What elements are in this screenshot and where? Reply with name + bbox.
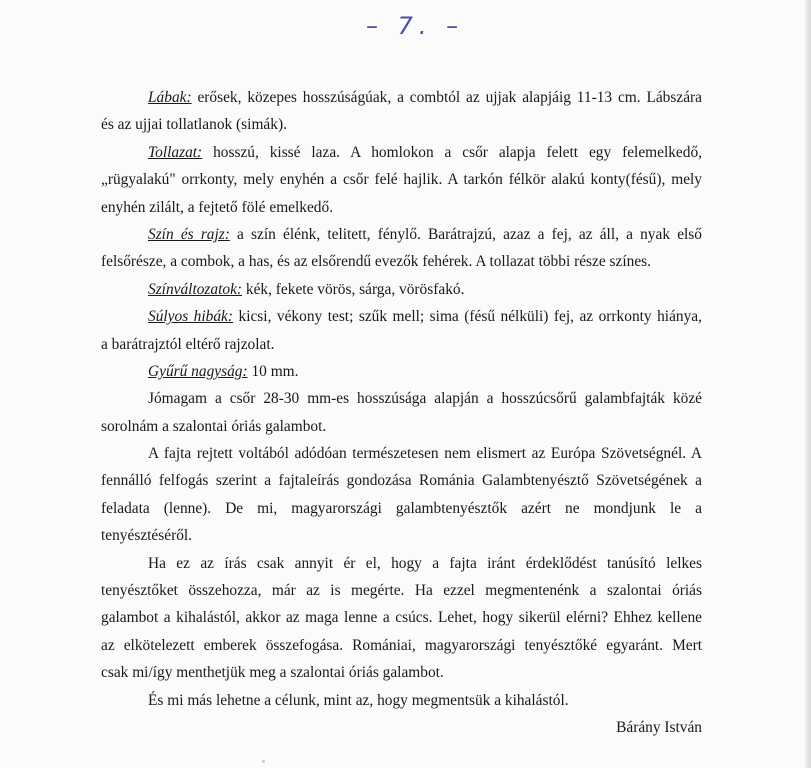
- text-line: kék, fekete vörös, sárga, vörösfakó.: [242, 280, 465, 298]
- paragraph-szinvaltozatok: [101, 276, 702, 303]
- label-tollazat: Tollazat:: [148, 143, 203, 161]
- text-line: galambot a kihalástól, akkor az maga lenne a csúcs. Lehet, hogy sikerül elérni? Ehhez kellene: [101, 609, 702, 627]
- text-line: erősek, közepes hosszúságúak, a combtól az ujjak alapjáig 11-13 cm. Lábszára: [191, 89, 702, 106]
- text-line: fennálló felfogás szerint a fajtaleírás gondozása Románia Galambtenyésztő Szövetségének a: [101, 472, 702, 490]
- document-body: [101, 84, 702, 741]
- text-line: és az ujjai tollatlanok (simák).: [101, 116, 287, 134]
- paragraph-jomagam: Jómagam a csőr 28-30 mm-es hosszúsága alapján a hosszúcsőrű galambfajták közé: [148, 390, 702, 408]
- text-line: kicsi, vékony test; szűk mell; sima (fésű nélküli) fej, az orrkonty hiánya,: [233, 308, 702, 326]
- label-szin-es-rajz: Szín és rajz:: [148, 225, 230, 243]
- label-szinvaltozatok: Színváltozatok:: [148, 280, 243, 298]
- text-line: „rügyalakú" orrkonty, mely enyhén a csőr felé hajlik. A tarkón félkör alakú konty(fésű), mely: [101, 171, 702, 189]
- text-line: 10 mm.: [247, 362, 299, 380]
- paragraph-sulyos-hibak: [101, 303, 702, 330]
- paragraph-es-mi: És mi más lehetne a célunk, mint az, hogy megmentsük a kihalástól.: [148, 691, 569, 709]
- text-line: enyhén zilált, a fejtető fölé emelkedő.: [101, 198, 334, 216]
- text-line: csak mi/így menthetjük meg a szalontai óriás galambot.: [101, 664, 444, 682]
- scan-edge: [805, 0, 811, 768]
- text-line: a szín élénk, telitett, fénylő. Barátrajzú, azaz a fej, az áll, a nyak első: [229, 225, 702, 243]
- paragraph-gyuru-nagysag: [101, 358, 702, 385]
- text-line: az elkötelezett emberek összefogása. Romániai, magyarországi tenyésztőké egyaránt. Mert: [101, 636, 702, 654]
- signature: Bárány István: [616, 718, 702, 736]
- text-line: feladata (lenne). De mi, magyarországi galambtenyésztők azért ne mondjunk le a: [101, 499, 702, 517]
- paragraph-labak: [101, 84, 702, 111]
- paragraph-szin-es-rajz: [101, 221, 702, 248]
- text-line: tenyésztőket összehozza, már az is megérte. Ha ezzel megmentenénk a szalontai óriás: [101, 582, 702, 600]
- paragraph-fajta: A fajta rejtett voltából adódóan természetesen nem elismert az Európa Szövetségnél. A: [148, 445, 702, 463]
- paragraph-ha-ez: Ha ez az írás csak annyit ér el, hogy a fajta iránt érdeklődést tanúsító lelkes: [148, 554, 702, 572]
- label-gyuru-nagysag: Gyűrű nagyság:: [148, 362, 248, 380]
- scan-speck: [262, 760, 265, 763]
- text-line: felsőrésze, a combok, a has, és az elsőrendű evezők fehérek. A tollazat többi része színes.: [101, 253, 651, 271]
- label-labak: Lábak:: [148, 89, 192, 106]
- text-line: a barátrajztól eltérő rajzolat.: [101, 335, 275, 353]
- paragraph-tollazat: [101, 139, 702, 166]
- text-line: hosszú, kissé laza. A homlokon a csőr alapja felett egy felemelkedő,: [202, 143, 702, 161]
- page-number: – 7. –: [366, 12, 465, 40]
- label-sulyos-hibak: Súlyos hibák:: [148, 308, 233, 326]
- text-line: tenyésztéséről.: [101, 527, 193, 545]
- text-line: sorolnám a szalontai óriás galambot.: [101, 417, 327, 435]
